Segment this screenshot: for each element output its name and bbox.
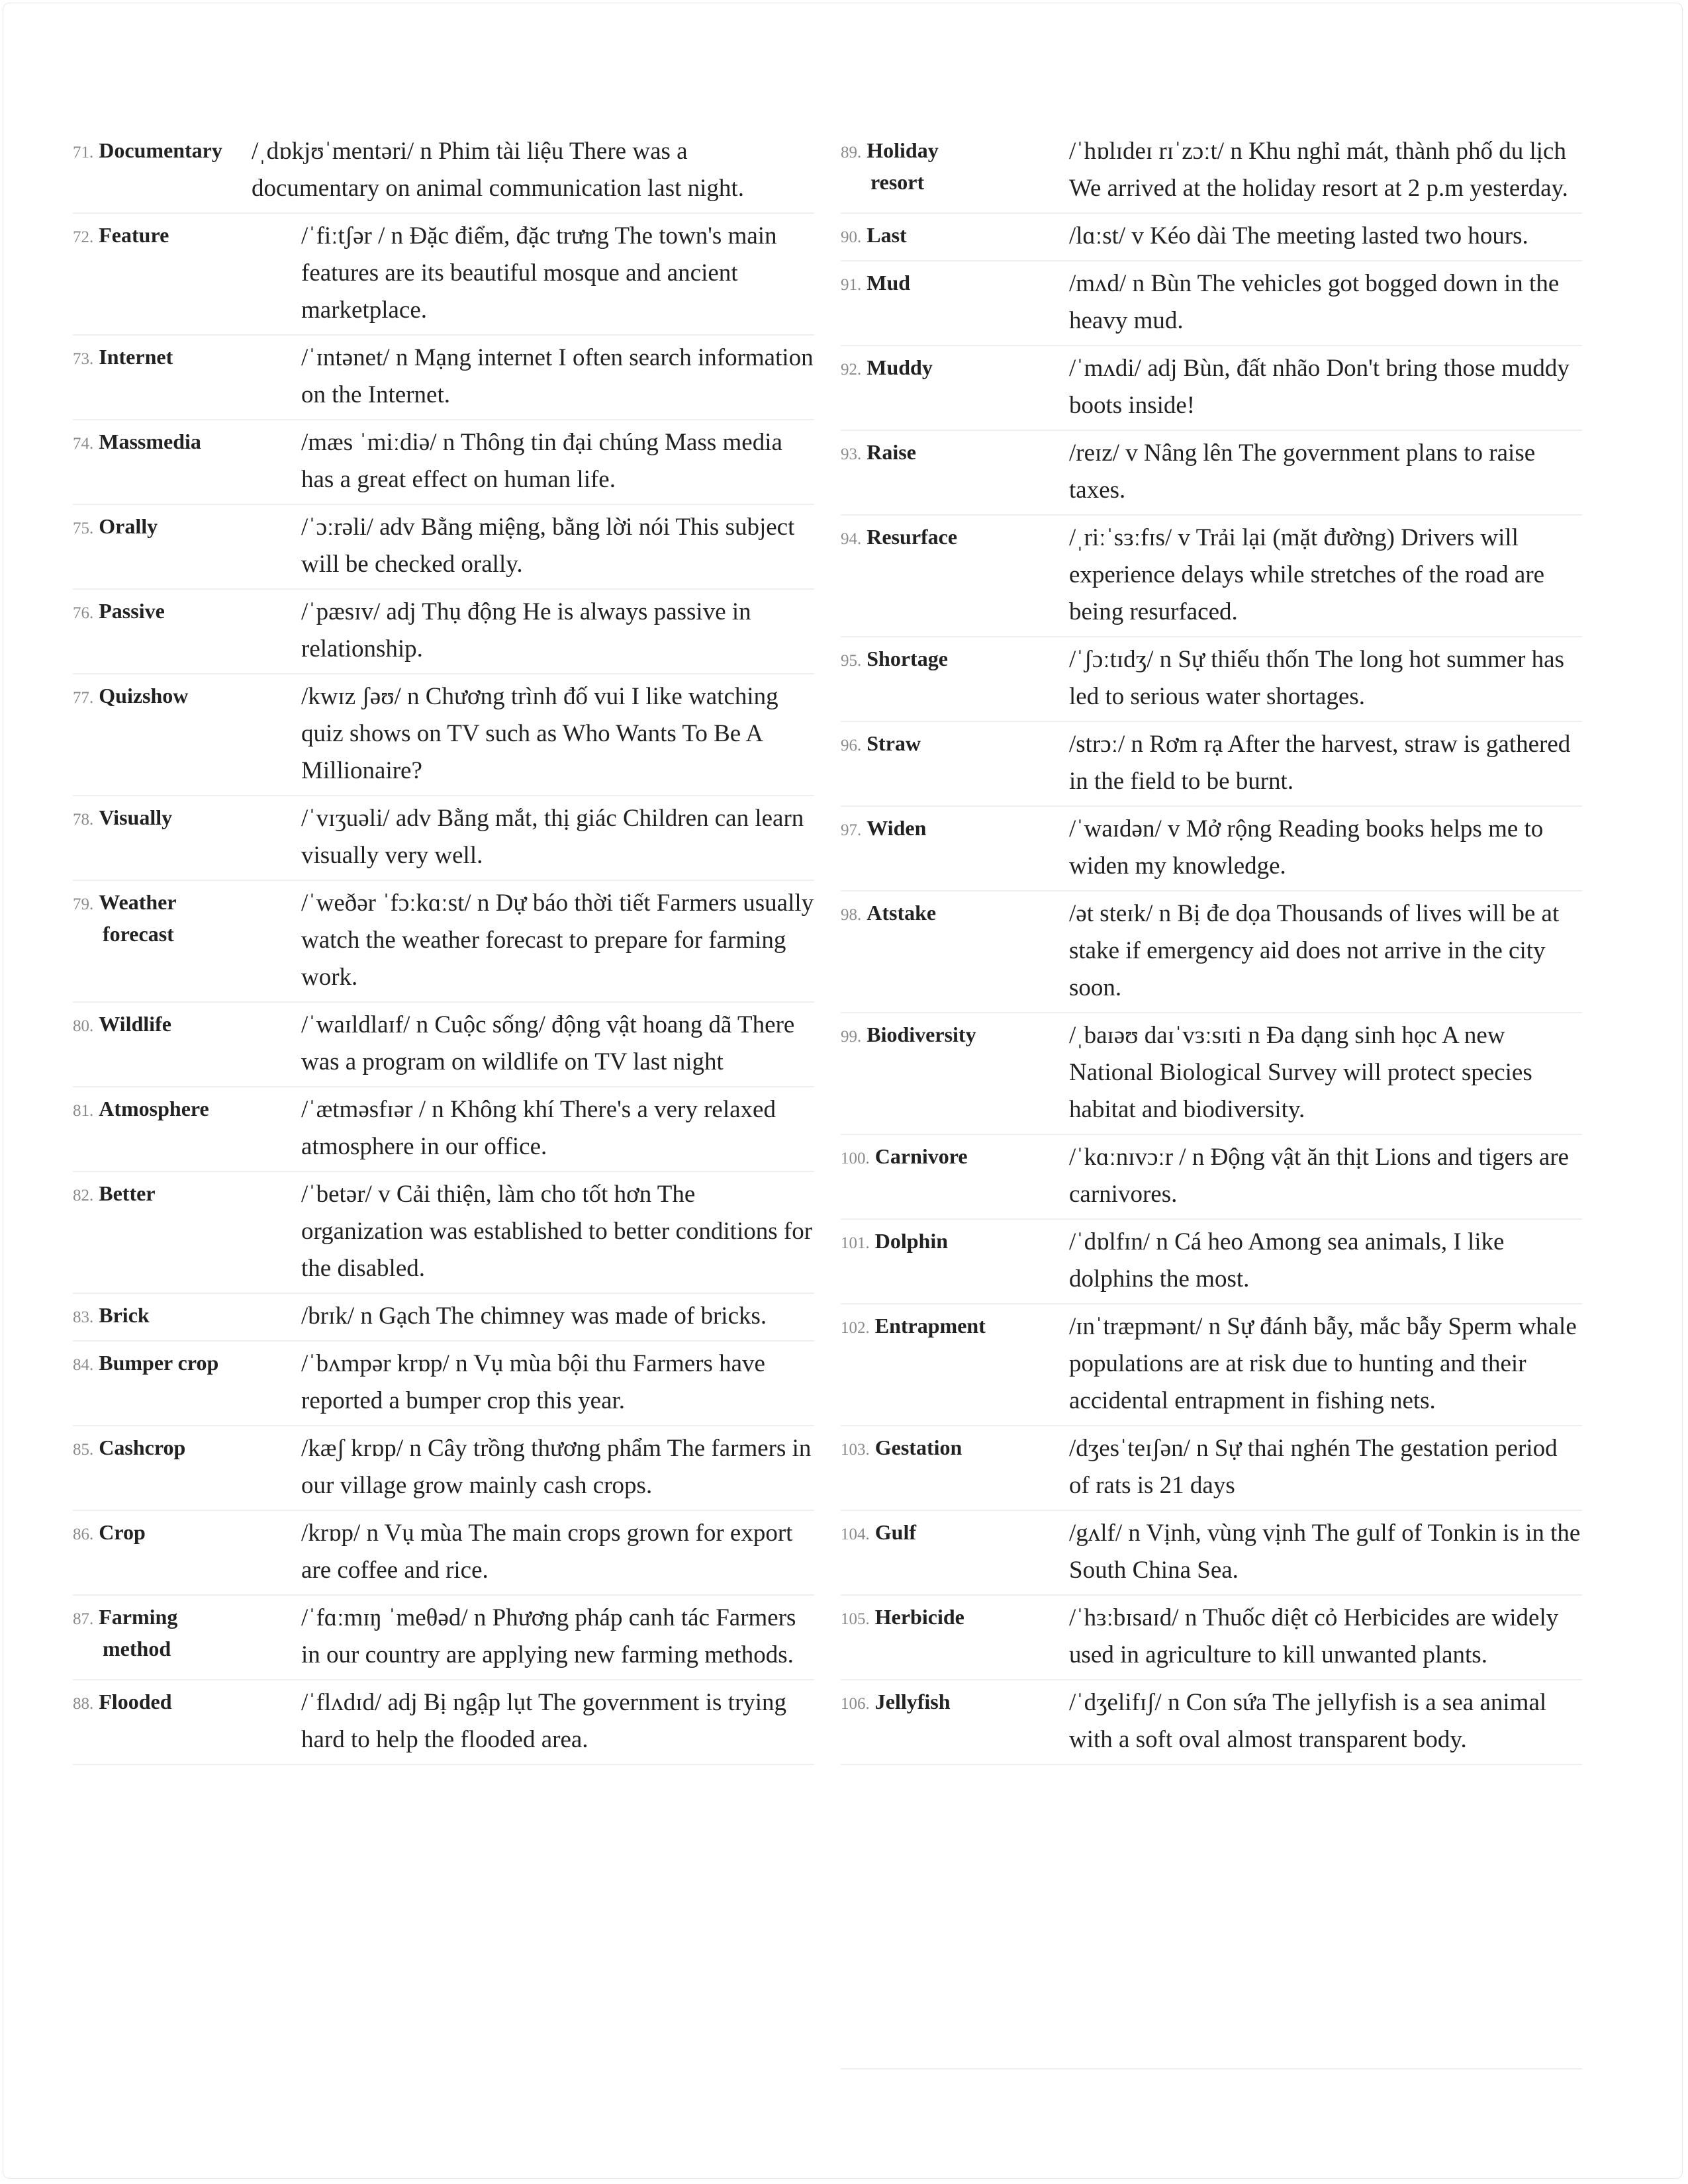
vocab-entry — [841, 1680, 1582, 1765]
entry-word: Biodiversity — [867, 1023, 976, 1046]
entry-label — [73, 218, 301, 329]
entry-label — [841, 811, 1069, 885]
entry-word: Feature — [99, 223, 169, 247]
entry-definition: /ˈfiːtʃər / n Đặc điểm, đặc trưng The town's main features are its beautiful mosque and ancient marketplace. — [301, 222, 777, 324]
footer-rule — [841, 2068, 1582, 2070]
entry-definition: /ˈfɑːmɪŋ ˈmeθəd/ n Phương pháp canh tác Farmers in our country are applying new farming methods. — [301, 1604, 796, 1668]
entry-number: 89. — [841, 144, 862, 161]
entry-word: Visually — [99, 805, 173, 829]
entry-number: 97. — [841, 821, 862, 839]
vocab-entry — [841, 722, 1582, 807]
entry-word: Farming — [99, 1605, 178, 1629]
vocab-entry — [73, 1342, 814, 1426]
entry-definition: /ˈflʌdɪd/ adj Bị ngập lụt The government is trying hard to help the flooded area. — [301, 1689, 787, 1753]
entry-number: 106. — [841, 1695, 870, 1713]
vocab-entry — [73, 214, 814, 336]
entry-word: Massmedia — [99, 430, 201, 453]
entry-number: 92. — [841, 361, 862, 379]
entry-definition: /ˌriːˈsɜːfɪs/ v Trải lại (mặt đường) Drivers will experience delays while stretches of the road are being resurfaced. — [1069, 524, 1545, 625]
entry-definition: /krɒp/ n Vụ mùa The main crops grown for export are coffee and rice. — [301, 1520, 793, 1584]
entry-number: 87. — [73, 1610, 94, 1628]
entry-label — [841, 726, 1069, 800]
entry-number: 103. — [841, 1441, 870, 1459]
entry-number: 81. — [73, 1102, 94, 1120]
vocab-entry — [73, 336, 814, 420]
vocab-entry — [841, 516, 1582, 637]
entry-word: Carnivore — [874, 1144, 968, 1168]
entry-definition: /ˈdɒlfɪn/ n Cá heo Among sea animals, I like dolphins the most. — [1069, 1228, 1505, 1293]
entry-number: 72. — [73, 228, 94, 246]
entry-definition: /kæʃ krɒp/ n Cây trồng thương phẩm The farmers in our village grow mainly cash crops. — [301, 1435, 812, 1499]
entry-number: 101. — [841, 1234, 870, 1252]
entry-number: 85. — [73, 1441, 94, 1459]
vocab-entry — [73, 881, 814, 1003]
entry-label — [841, 1017, 1069, 1128]
entry-word: Gestation — [874, 1435, 962, 1459]
entry-word: Dolphin — [874, 1229, 949, 1253]
entry-label — [841, 895, 1069, 1007]
entry-definition: /ˈpæsɪv/ adj Thụ động He is always passive in relationship. — [301, 598, 751, 662]
entry-definition: /ˌdɒkjʊˈmentəri/ n Phim tài liệu There was a documentary on animal communication last night. — [252, 138, 744, 202]
entry-number: 73. — [73, 350, 94, 368]
vocab-entry — [841, 214, 1582, 261]
entry-label — [73, 1345, 301, 1420]
entry-label — [73, 424, 301, 498]
entry-word: Internet — [99, 345, 173, 369]
right-column — [841, 129, 1582, 1765]
vocab-entry — [841, 261, 1582, 346]
entry-definition: /reɪz/ v Nâng lên The government plans to raise taxes. — [1069, 439, 1536, 504]
vocab-entry — [73, 1426, 814, 1511]
vocab-entry — [841, 1304, 1582, 1426]
entry-label — [73, 885, 301, 996]
vocab-entry — [841, 1596, 1582, 1680]
entry-label — [73, 1515, 301, 1589]
entry-label — [73, 1430, 301, 1504]
entry-number: 90. — [841, 228, 862, 246]
entry-word: Jellyfish — [874, 1690, 951, 1713]
entry-word: Better — [99, 1181, 156, 1205]
entry-definition: /dʒesˈteɪʃən/ n Sự thai nghén The gestation period of rats is 21 days — [1069, 1435, 1558, 1499]
entry-label — [841, 133, 1069, 207]
entry-number: 95. — [841, 652, 862, 670]
vocab-entry — [73, 1087, 814, 1172]
entry-number: 104. — [841, 1525, 870, 1543]
vocab-entry — [841, 1426, 1582, 1511]
entry-number: 102. — [841, 1319, 870, 1337]
entry-definition: /ət steɪk/ n Bị đe dọa Thousands of lives will be at stake if emergency aid does not arrive in the city soon. — [1069, 900, 1560, 1001]
vocab-entry — [841, 431, 1582, 516]
entry-word: Flooded — [99, 1690, 172, 1713]
entry-number: 78. — [73, 811, 94, 829]
entry-number: 88. — [73, 1695, 94, 1713]
vocab-entry — [73, 1172, 814, 1294]
entry-definition: /kwɪz ʃəʊ/ n Chương trình đố vui I like watching quiz shows on TV such as Who Wants To Be A Millionaire? — [301, 683, 778, 784]
entry-definition: /ˈhɜːbɪsaɪd/ n Thuốc diệt cỏ Herbicides are widely used in agriculture to kill unwanted plants. — [1069, 1604, 1559, 1668]
entry-number: 91. — [841, 276, 862, 294]
vocab-entry — [73, 505, 814, 590]
entry-definition: /ˈætməsfɪər / n Không khí There's a very relaxed atmosphere in our office. — [301, 1096, 776, 1160]
entry-definition: /lɑːst/ v Kéo dài The meeting lasted two hours. — [1069, 222, 1528, 250]
entry-word-line2: resort — [870, 170, 925, 194]
entry-label — [73, 800, 301, 874]
entry-word: Atmosphere — [99, 1097, 209, 1120]
entry-label — [841, 350, 1069, 424]
entry-label — [841, 1139, 1069, 1213]
left-column — [73, 129, 814, 1765]
entry-word: Widen — [867, 816, 927, 840]
entry-definition: /ˈdʒelifɪʃ/ n Con sứa The jellyfish is a sea animal with a soft oval almost transparent body. — [1069, 1689, 1547, 1753]
entry-definition: /strɔː/ n Rơm rạ After the harvest, straw is gathered in the field to be burnt. — [1069, 731, 1571, 795]
entry-number: 100. — [841, 1150, 870, 1167]
entry-word: Muddy — [867, 355, 933, 379]
entry-word: Wildlife — [99, 1012, 171, 1036]
entry-word: Cashcrop — [99, 1435, 186, 1459]
entry-label — [73, 1091, 301, 1165]
entry-word: Holiday — [867, 138, 939, 162]
entry-label — [841, 1430, 1069, 1504]
entry-word: Gulf — [874, 1520, 916, 1544]
entry-definition: /ˌbaɪəʊ daɪˈvɜːsɪti n Đa dạng sinh học A new National Biological Survey will protect species habitat and biodiversity. — [1069, 1022, 1532, 1123]
entry-label — [841, 1600, 1069, 1674]
entry-definition: /mæs ˈmiːdiə/ n Thông tin đại chúng Mass media has a great effect on human life. — [301, 429, 782, 493]
entry-definition: /mʌd/ n Bùn The vehicles got bogged down in the heavy mud. — [1069, 270, 1560, 334]
entry-word: Straw — [867, 731, 921, 755]
vocab-entry — [841, 637, 1582, 722]
entry-label — [73, 133, 252, 207]
entry-definition: /ˈɔːrəli/ adv Bằng miệng, bằng lời nói This subject will be checked orally. — [301, 514, 795, 578]
entry-number: 76. — [73, 604, 94, 622]
vocab-entry — [73, 1596, 814, 1680]
entry-label — [73, 1600, 301, 1674]
entry-number: 80. — [73, 1017, 94, 1035]
entry-word: Quizshow — [99, 684, 189, 707]
entry-label — [73, 1176, 301, 1287]
entry-label — [841, 435, 1069, 509]
vocab-entry — [73, 1294, 814, 1342]
entry-word: Entrapment — [874, 1314, 986, 1338]
entry-number: 71. — [73, 144, 94, 161]
vocab-entry — [841, 1511, 1582, 1596]
entry-number: 74. — [73, 435, 94, 453]
entry-number: 77. — [73, 689, 94, 707]
vocab-entry — [841, 891, 1582, 1013]
vocab-entry — [841, 1220, 1582, 1304]
vocab-entry — [73, 796, 814, 881]
entry-word: Resurface — [867, 525, 958, 549]
vocab-entry — [73, 590, 814, 674]
entry-label — [841, 1684, 1069, 1758]
entry-definition: /ɪnˈtræpmənt/ n Sự đánh bẫy, mắc bẫy Sperm whale populations are at risk due to hunting and their accidental entrapment in fishing nets. — [1069, 1313, 1577, 1414]
entry-label — [841, 265, 1069, 340]
entry-number: 84. — [73, 1356, 94, 1374]
entry-word: Brick — [99, 1303, 150, 1327]
vocab-entry — [841, 129, 1582, 214]
entry-word: Documentary — [99, 138, 222, 162]
entry-word-line2: forecast — [103, 922, 174, 946]
entry-word: Mud — [867, 271, 911, 295]
entry-number: 82. — [73, 1187, 94, 1205]
entry-number: 98. — [841, 906, 862, 924]
entry-definition: /ˈbetər/ v Cải thiện, làm cho tốt hơn The organization was established to better conditions for the disabled. — [301, 1181, 813, 1282]
entry-number: 105. — [841, 1610, 870, 1628]
vocab-entry — [73, 674, 814, 796]
entry-word: Passive — [99, 599, 165, 623]
entry-label — [73, 678, 301, 790]
entry-word: Shortage — [867, 647, 948, 670]
entry-number: 86. — [73, 1525, 94, 1543]
entry-definition: /ˈʃɔːtɪdʒ/ n Sự thiếu thốn The long hot summer has led to serious water shortages. — [1069, 646, 1564, 710]
entry-label — [73, 340, 301, 414]
entry-number: 93. — [841, 445, 862, 463]
entry-word: Atstake — [867, 901, 937, 925]
vocab-entry — [841, 1013, 1582, 1135]
entry-word: Orally — [99, 514, 158, 538]
entry-definition: /gʌlf/ n Vịnh, vùng vịnh The gulf of Tonkin is in the South China Sea. — [1069, 1520, 1581, 1584]
entry-label — [841, 1224, 1069, 1298]
vocab-entry — [73, 420, 814, 505]
entry-definition: /ˈvɪʒuəli/ adv Bằng mắt, thị giác Children can learn visually very well. — [301, 805, 804, 869]
vocab-entry — [73, 1003, 814, 1087]
entry-label — [73, 1007, 301, 1081]
entry-word-line2: method — [103, 1637, 171, 1661]
entry-definition: /ˈwaɪldlaɪf/ n Cuộc sống/ động vật hoang dã There was a program on wildlife on TV last night — [301, 1011, 795, 1075]
entry-definition: /ˈkɑːnɪvɔːr / n Động vật ăn thịt Lions and tigers are carnivores. — [1069, 1144, 1570, 1208]
entry-definition: /ˈweðər ˈfɔːkɑːst/ n Dự báo thời tiết Farmers usually watch the weather forecast to prepare for farming work. — [301, 889, 814, 991]
vocab-entry — [73, 1680, 814, 1765]
entry-label — [841, 1308, 1069, 1420]
entry-definition: /ˈmʌdi/ adj Bùn, đất nhão Don't bring those muddy boots inside! — [1069, 355, 1570, 419]
entry-word: Herbicide — [874, 1605, 964, 1629]
vocab-entry — [841, 1135, 1582, 1220]
entry-label — [841, 1515, 1069, 1589]
entry-number: 96. — [841, 737, 862, 754]
entry-label — [73, 1298, 301, 1335]
entry-number: 83. — [73, 1308, 94, 1326]
entry-label — [841, 641, 1069, 715]
entry-word: Last — [867, 223, 907, 247]
entry-number: 99. — [841, 1028, 862, 1046]
entry-number: 79. — [73, 895, 94, 913]
entry-definition: /ˈbʌmpər krɒp/ n Vụ mùa bội thu Farmers have reported a bumper crop this year. — [301, 1350, 765, 1414]
entry-label — [73, 509, 301, 583]
entry-label — [73, 594, 301, 668]
entry-label — [841, 520, 1069, 631]
vocab-entry — [73, 1511, 814, 1596]
entry-number: 75. — [73, 520, 94, 537]
entry-label — [73, 1684, 301, 1758]
vocab-entry — [841, 346, 1582, 431]
entry-label — [841, 218, 1069, 255]
entry-definition: /ˈɪntənet/ n Mạng internet I often search information on the Internet. — [301, 344, 814, 408]
entry-definition: /brɪk/ n Gạch The chimney was made of bricks. — [301, 1302, 767, 1330]
entry-number: 94. — [841, 530, 862, 548]
vocab-entry — [73, 129, 814, 214]
entry-word: Raise — [867, 440, 916, 464]
entry-word: Bumper crop — [99, 1351, 219, 1375]
entry-word: Weather — [99, 890, 177, 914]
vocab-entry — [841, 807, 1582, 891]
entry-definition: /ˈwaɪdən/ v Mở rộng Reading books helps me to widen my knowledge. — [1069, 815, 1544, 880]
entry-word: Crop — [99, 1520, 146, 1544]
entry-definition: /ˈhɒlɪdeɪ rɪˈzɔːt/ n Khu nghỉ mát, thành phố du lịch We arrived at the holiday resort at 2 p.m yesterday. — [1069, 138, 1568, 202]
